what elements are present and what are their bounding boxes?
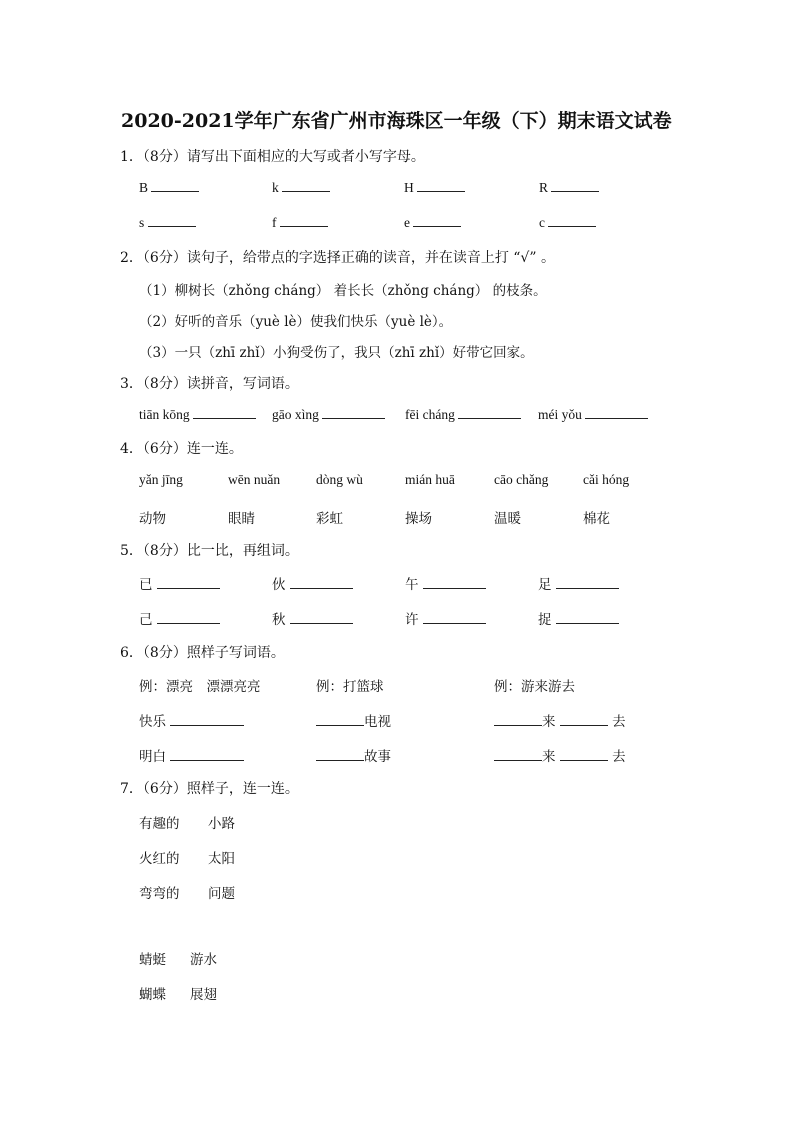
q4-word: 动物	[139, 511, 166, 527]
q4-word: 眼睛	[228, 511, 255, 527]
q3-item	[272, 406, 385, 423]
q3-item	[538, 406, 648, 423]
answer-blank[interactable]	[494, 713, 542, 726]
q7-right-word: 小路	[208, 816, 235, 832]
q3-item	[139, 406, 256, 423]
q6-word: 快乐	[139, 714, 166, 730]
answer-blank[interactable]	[157, 576, 220, 589]
q4-pinyin: dòng wù	[316, 472, 363, 487]
q1-item	[272, 214, 328, 231]
q6-item	[316, 745, 391, 765]
q5-char: 已	[139, 577, 153, 593]
q7-right-word: 问题	[208, 886, 235, 902]
q5-item	[272, 573, 353, 593]
question-1-stem: 1．（8分）请写出下面相应的大写或者小写字母。	[120, 149, 425, 165]
answer-blank[interactable]	[316, 748, 364, 761]
q3-item	[405, 406, 521, 423]
q2-sentence: （3）一只（zhī zhǐ）小狗受伤了，我只（zhī zhǐ）好带它回家。	[139, 345, 534, 361]
q6-word: 故事	[364, 749, 391, 765]
answer-blank[interactable]	[193, 406, 256, 419]
q5-item	[272, 608, 353, 628]
q6-word: 去	[612, 714, 626, 730]
answer-blank[interactable]	[170, 713, 244, 726]
q6-item	[316, 710, 391, 730]
answer-blank[interactable]	[417, 179, 465, 192]
q7-left-word: 蜻蜓	[139, 952, 166, 968]
answer-blank[interactable]	[560, 748, 608, 761]
answer-blank[interactable]	[170, 748, 244, 761]
q5-char: 许	[405, 612, 419, 628]
q6-word: 来	[542, 749, 556, 765]
answer-blank[interactable]	[458, 406, 521, 419]
q5-item	[405, 573, 486, 593]
q6-item	[494, 745, 626, 765]
q5-char: 伙	[272, 577, 286, 593]
q5-char: 午	[405, 577, 419, 593]
q4-pinyin: wēn nuǎn	[228, 472, 281, 487]
answer-blank[interactable]	[413, 214, 461, 227]
answer-blank[interactable]	[423, 611, 486, 624]
q1-item	[139, 214, 196, 231]
q3-pinyin: tiān kōng	[139, 407, 190, 422]
answer-blank[interactable]	[551, 179, 599, 192]
q6-item	[139, 745, 244, 765]
q6-word: 明白	[139, 749, 166, 765]
answer-blank[interactable]	[148, 214, 196, 227]
q4-word: 彩虹	[316, 511, 343, 527]
q4-word: 温暖	[494, 511, 521, 527]
q5-char: 捉	[538, 612, 552, 628]
q1-letter: e	[404, 215, 410, 230]
q6-example: 例：打篮球	[316, 679, 384, 695]
answer-blank[interactable]	[548, 214, 596, 227]
q1-letter: c	[539, 215, 545, 230]
answer-blank[interactable]	[290, 611, 353, 624]
q7-left-word: 弯弯的	[139, 886, 180, 902]
q1-item	[539, 214, 596, 231]
q5-item	[538, 608, 619, 628]
q5-char: 足	[538, 577, 552, 593]
answer-blank[interactable]	[556, 611, 619, 624]
answer-blank[interactable]	[585, 406, 648, 419]
answer-blank[interactable]	[157, 611, 220, 624]
q1-item	[539, 179, 599, 196]
q6-word: 去	[612, 749, 626, 765]
q1-item	[272, 179, 330, 196]
answer-blank[interactable]	[560, 713, 608, 726]
answer-blank[interactable]	[290, 576, 353, 589]
question-7-stem: 7．（6分）照样子，连一连。	[120, 781, 299, 797]
question-2-stem: 2．（6分）读句子，给带点的字选择正确的读音，并在读音上打 “√” 。	[120, 250, 555, 266]
question-6-stem: 6．（8分）照样子写词语。	[120, 645, 285, 661]
q1-item	[139, 179, 199, 196]
answer-blank[interactable]	[556, 576, 619, 589]
q1-letter: R	[539, 180, 549, 195]
q6-example: 例：漂亮 漂漂亮亮	[139, 679, 261, 695]
q7-left-word: 有趣的	[139, 816, 180, 832]
question-5-stem: 5．（8分）比一比，再组词。	[120, 543, 299, 559]
q5-item	[139, 573, 220, 593]
q6-item	[494, 710, 626, 730]
q4-word: 棉花	[583, 511, 610, 527]
q5-char: 秋	[272, 612, 286, 628]
q1-letter: s	[139, 215, 145, 230]
q6-item	[139, 710, 244, 730]
answer-blank[interactable]	[280, 214, 328, 227]
answer-blank[interactable]	[494, 748, 542, 761]
q1-letter: H	[404, 180, 414, 195]
q5-item	[405, 608, 486, 628]
q6-example: 例：游来游去	[494, 679, 575, 695]
q4-word: 操场	[405, 511, 432, 527]
q7-right-word: 游水	[190, 952, 217, 968]
q1-letter: k	[272, 180, 279, 195]
q2-sentence: （2）好听的音乐（yuè lè）使我们快乐（yuè lè）。	[139, 314, 453, 330]
page-title: 2020-2021学年广东省广州市海珠区一年级（下）期末语文试卷	[121, 110, 672, 132]
q4-pinyin: mián huā	[405, 472, 455, 487]
question-3-stem: 3．（8分）读拼音，写词语。	[120, 376, 299, 392]
q2-sentence: （1）柳树长（zhǒng cháng） 着长长（zhǒng cháng） 的枝条。	[139, 283, 547, 299]
q1-item	[404, 179, 465, 196]
q6-word: 电视	[364, 714, 391, 730]
q3-pinyin: méi yǒu	[538, 407, 582, 422]
q7-right-word: 展翅	[190, 987, 217, 1003]
q4-pinyin: cǎi hóng	[583, 472, 630, 487]
q4-pinyin: cāo chǎng	[494, 472, 549, 487]
q1-item	[404, 214, 461, 231]
q1-letter: f	[272, 215, 277, 230]
q7-left-word: 火红的	[139, 851, 180, 867]
answer-blank[interactable]	[282, 179, 330, 192]
q4-pinyin: yǎn jīng	[139, 472, 183, 487]
q6-word: 来	[542, 714, 556, 730]
q3-pinyin: gāo xìng	[272, 407, 319, 422]
q7-right-word: 太阳	[208, 851, 235, 867]
answer-blank[interactable]	[316, 713, 364, 726]
q5-item	[139, 608, 220, 628]
q3-pinyin: fēi cháng	[405, 407, 455, 422]
answer-blank[interactable]	[423, 576, 486, 589]
q5-item	[538, 573, 619, 593]
q7-left-word: 蝴蝶	[139, 987, 166, 1003]
q1-letter: B	[139, 180, 149, 195]
question-4-stem: 4．（6分）连一连。	[120, 441, 243, 457]
answer-blank[interactable]	[151, 179, 199, 192]
q5-char: 己	[139, 612, 153, 628]
answer-blank[interactable]	[322, 406, 385, 419]
